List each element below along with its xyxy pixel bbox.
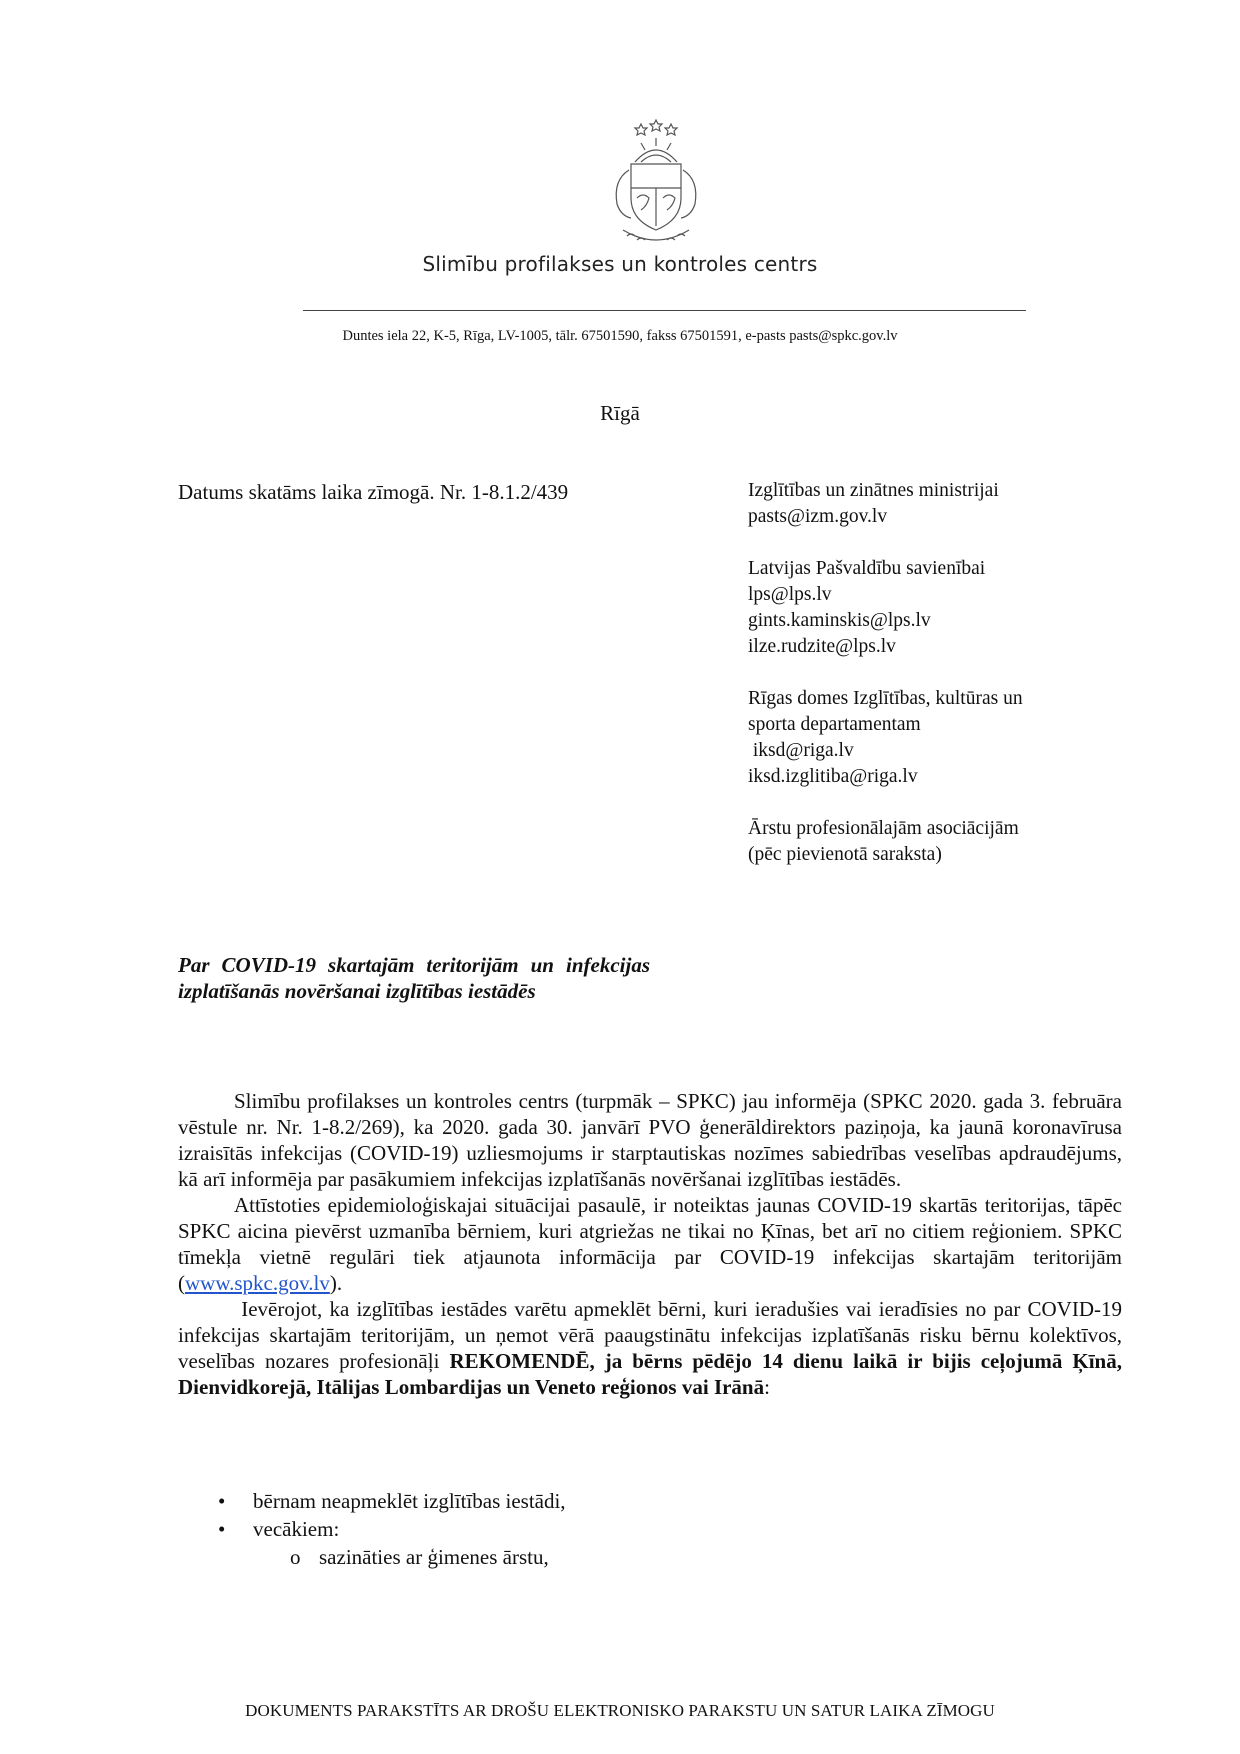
recipient-email: lps@lps.lv xyxy=(748,584,832,605)
list-item-text: vecākiem: xyxy=(253,1517,340,1541)
letter-body xyxy=(178,1088,1128,1400)
bullet-icon: • xyxy=(218,1517,226,1541)
coat-of-arms-logo xyxy=(603,118,709,254)
sub-bullet-icon: o xyxy=(290,1545,301,1569)
recipient-block xyxy=(748,556,1128,660)
recipient-email: pasts@izm.gov.lv xyxy=(748,506,888,527)
recommendation-list xyxy=(218,1487,566,1571)
body-paragraph: Slimību profilakses un kontroles centrs (turpmāk – SPKC) jau informēja (SPKC 2020. gada 3. februāra vēstule nr. Nr. 1-8.2/269), ka 2020. gada 30. janvārī PVO ģenerāldirektors paziņoja, ka jaunā koronavīrusa izraisītās infekcijas (COVID-19) uzliesmojums ir starptautiskas nozīmes sabiedrības veselības apdraudējums, kā arī informēja par pasākumiem infekcijas izplatīšanās novēršanai izglītības iestādēs. xyxy=(178,1089,1122,1191)
recipient-block xyxy=(748,686,1128,790)
list-item-text: bērnam neapmeklēt izglītības iestādi, xyxy=(253,1489,566,1513)
recipient-block xyxy=(748,478,1128,530)
list-item xyxy=(218,1515,566,1543)
paragraph-text: Ievērojot, ka izglītības iestādes varētu apmeklēt bērni, kuri ieradušies vai ieradīsies no par COVID-19 infekcijas skartajām teritorijām, un ņemot vērā paaugstinātu infekcijas izplatīšanās risku bērnu kolektīvos, veselības nozares profesionāļi xyxy=(178,1297,1128,1373)
recipient-line: Rīgas domes Izglītības, kultūras un xyxy=(748,688,1023,709)
recipient-line: Izglītības un zinātnes ministrijai xyxy=(748,480,999,501)
stars-icon xyxy=(635,120,677,135)
paragraph-text: ). xyxy=(329,1271,343,1295)
letter-reference: Datums skatāms laika zīmogā. Nr. 1-8.1.2/439 xyxy=(178,480,569,504)
list-item xyxy=(218,1487,566,1515)
letter-city: Rīgā xyxy=(600,401,640,425)
organization-address: Duntes iela 22, K-5, Rīga, LV-1005, tālr. 67501590, fakss 67501591, e-pasts pasts@spkc.gov.lv xyxy=(342,328,898,344)
paragraph-text: : xyxy=(764,1375,770,1399)
letter-subject: Par COVID-19 skartajām teritorijām un infekcijas izplatīšanās novēršanai izglītības iestādēs xyxy=(178,953,650,1003)
recommendation-emphasis: REKOMENDĒ, ja bērns pēdējo 14 dienu laikā ir bijis ceļojumā Ķīnā, Dienvidkorejā, Itālijas Lombardijas un Veneto reģionos vai Irānā xyxy=(178,1349,1122,1399)
recipient-line: Ārstu profesionālajām asociācijām xyxy=(748,818,1019,839)
spkc-website-link[interactable]: www.spkc.gov.lv xyxy=(185,1271,330,1295)
organization-name: Slimību profilakses un kontroles centrs xyxy=(422,252,818,276)
sub-list-item xyxy=(218,1543,566,1571)
recipient-email: ilze.rudzite@lps.lv xyxy=(748,636,896,657)
recipient-email: gints.kaminskis@lps.lv xyxy=(748,610,931,631)
body-paragraph xyxy=(178,1296,1128,1400)
header-divider xyxy=(303,310,1026,311)
signature-footer: DOKUMENTS PARAKSTĪTS AR DROŠU ELEKTRONISKO PARAKSTU UN SATUR LAIKA ZĪMOGU xyxy=(245,1701,995,1720)
recipient-email: iksd@riga.lv xyxy=(748,740,854,761)
recipients-list xyxy=(748,478,1128,894)
recipient-line: sporta departamentam xyxy=(748,714,921,735)
bullet-icon: • xyxy=(218,1489,226,1513)
list-item-text: sazināties ar ģimenes ārstu, xyxy=(319,1545,549,1569)
recipient-line: Latvijas Pašvaldību savienībai xyxy=(748,558,986,579)
paragraph-text: Attīstoties epidemioloģiskajai situācijai pasaulē, ir noteiktas jaunas COVID-19 skartās teritorijas, tāpēc SPKC aicina pievērst uzmanība bērniem, kuri atgriežas ne tikai no Ķīnas, bet arī no citiem reģioniem. SPKC tīmekļa vietnē regulāri tiek atjaunota informācija par COVID-19 infekcijas skartajām teritorijām ( xyxy=(178,1193,1122,1295)
body-paragraph xyxy=(178,1192,1122,1296)
recipient-line: (pēc pievienotā saraksta) xyxy=(748,844,942,865)
recipient-email: iksd.izglitiba@riga.lv xyxy=(748,766,918,787)
recipient-block xyxy=(748,816,1128,868)
